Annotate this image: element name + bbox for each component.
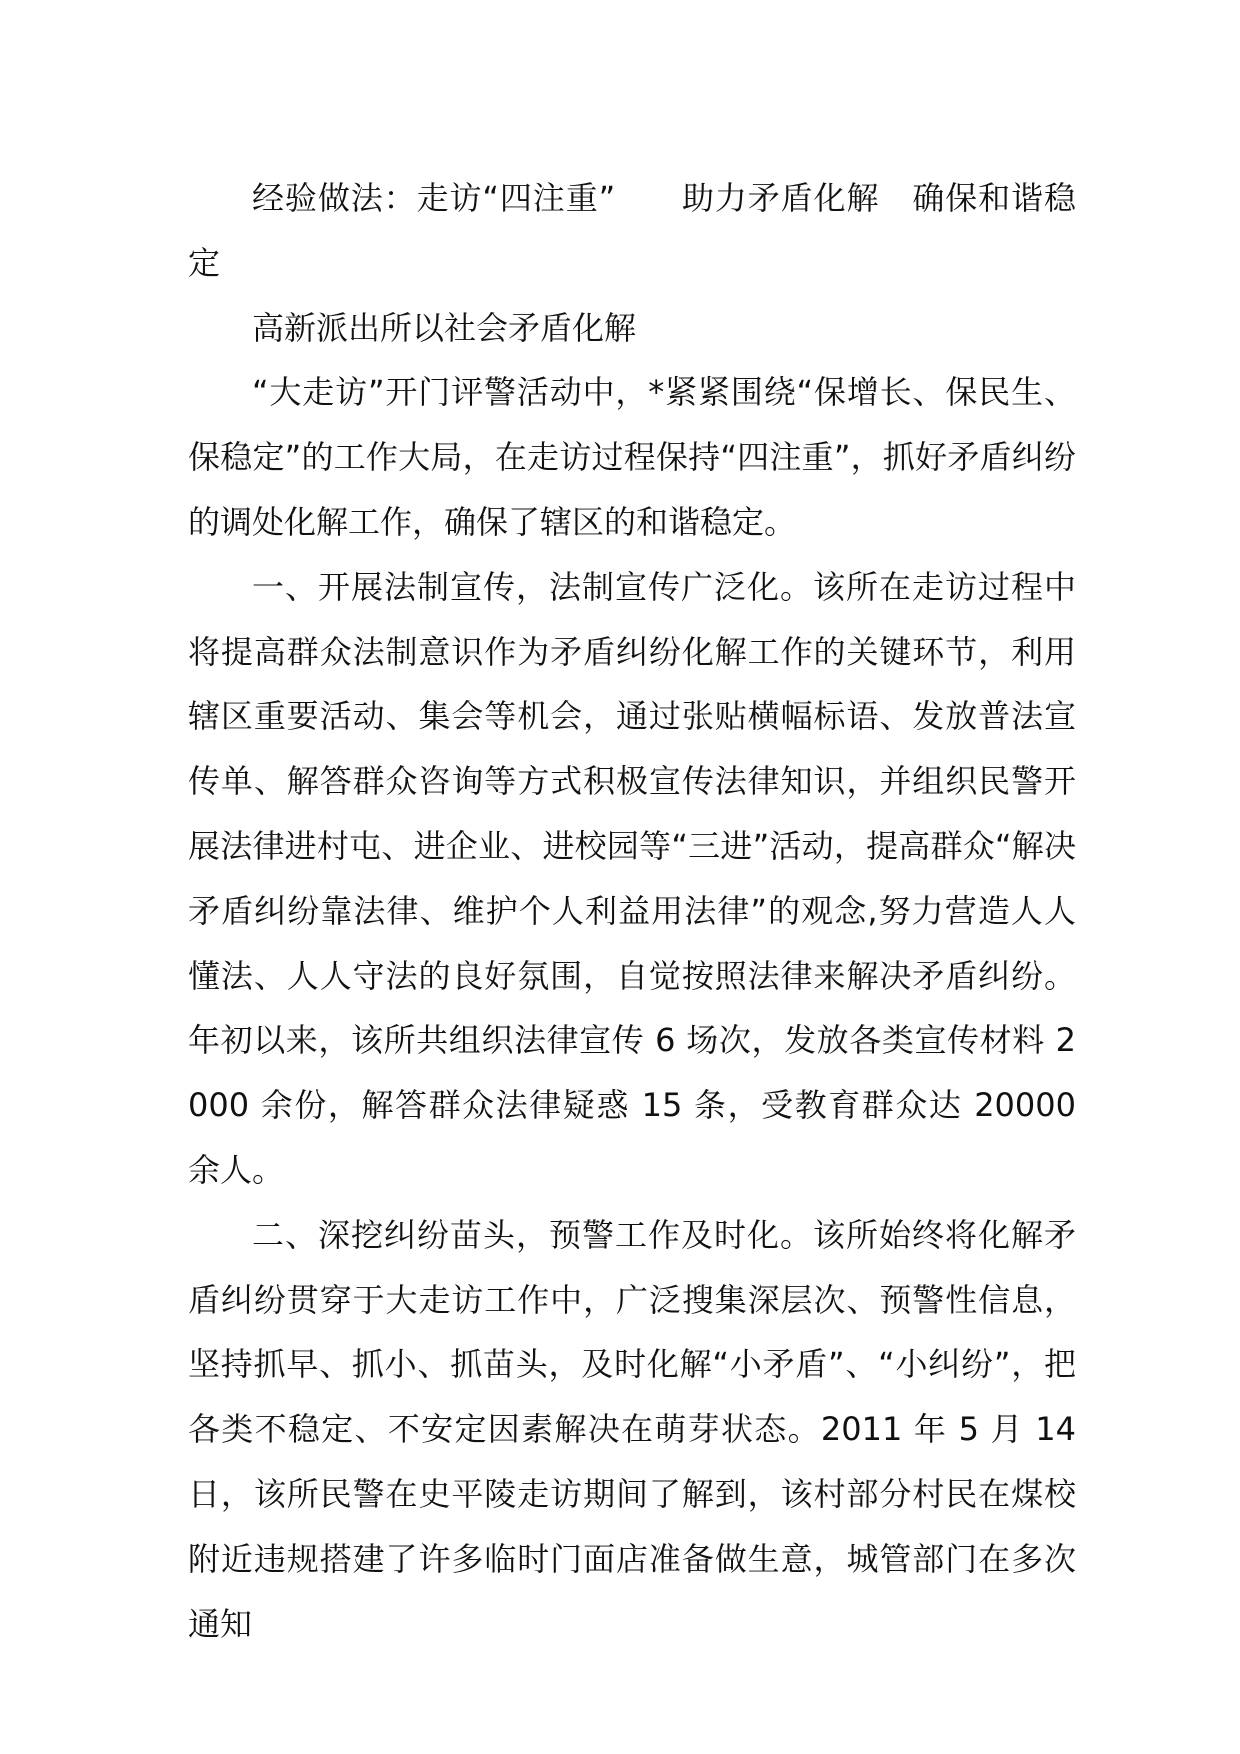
document-title: 经验做法：走访“四注重” 助力矛盾化解 确保和谐稳定 — [188, 179, 1076, 282]
paragraph-subtitle: 高新派出所以社会矛盾化解 — [252, 308, 637, 347]
document-body — [188, 166, 1076, 1656]
paragraph-section-1: 一、开展法制宣传，法制宣传广泛化。该所在走访过程中将提高群众法制意识作为矛盾纠纷化解工作的关键环节，利用辖区重要活动、集会等机会，通过张贴横幅标语、发放普法宣传单、解答群众咨询等方式积极宣传法律知识，并组织民警开展法律进村屯、进企业、进校园等“三进”活动，提高群众“解决矛盾纠纷靠法律、维护个人利益用法律”的观念,努力营造人人懂法、人人守法的良好氛围，自觉按照法律来解决矛盾纠纷。年初以来，该所共组织法律宣传 6 场次，发放各类宣传材料 2000 余份，解答群众法律疑惑 15 条，受教育群众达 20000 余人。 — [188, 567, 1076, 1189]
paragraph-intro: “大走访”开门评警活动中，*紧紧围绕“保增长、保民生、保稳定”的工作大局，在走访过程保持“四注重”，抓好矛盾纠纷的调处化解工作，确保了辖区的和谐稳定。 — [188, 373, 1076, 541]
paragraph-section-2: 二、深挖纠纷苗头，预警工作及时化。该所始终将化解矛盾纠纷贯穿于大走访工作中，广泛搜集深层次、预警性信息，坚持抓早、抓小、抓苗头，及时化解“小矛盾”、“小纠纷”，把各类不稳定、不安定因素解决在萌芽状态。2011 年 5 月 14 日，该所民警在史平陵走访期间了解到，该村部分村民在煤校附近违规搭建了许多临时门面店准备做生意，城管部门在多次通知 — [188, 1215, 1076, 1643]
